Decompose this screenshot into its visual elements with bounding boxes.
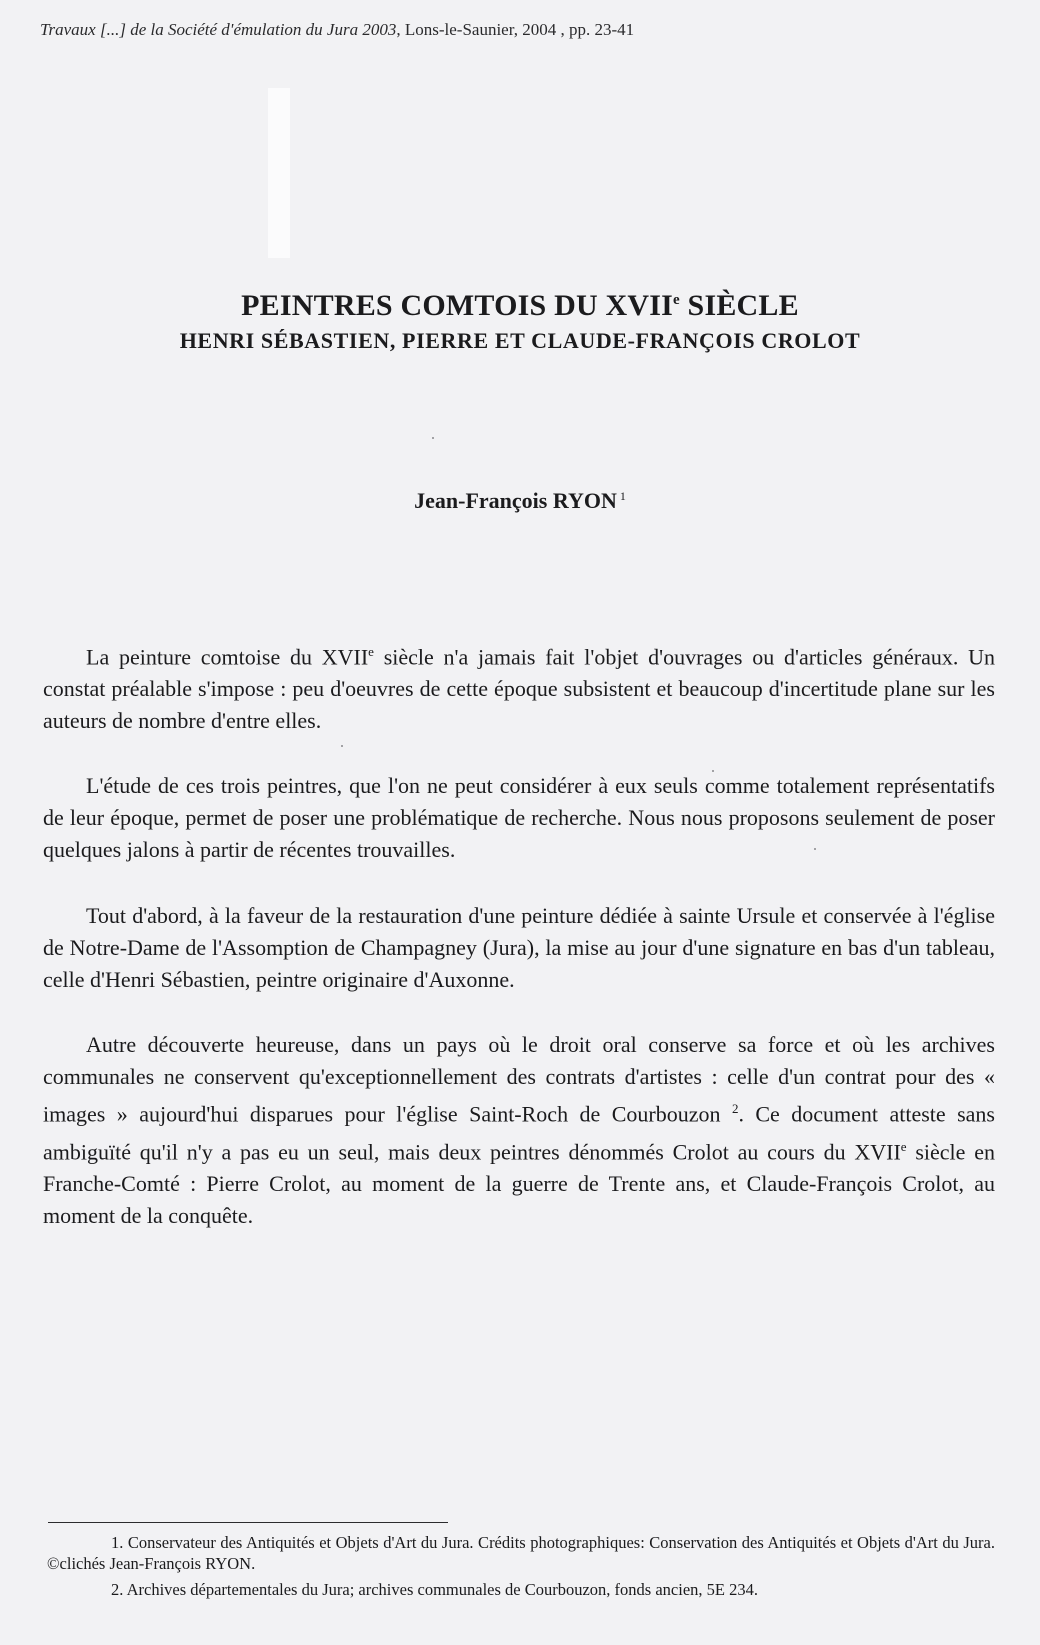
author-line [0, 488, 1040, 514]
paragraph-4-text-mid: . Ce document atteste sans ambiguïté qu'il n'y a pas eu un seul, mais deux peintres dénommés Crolot au cours du XVII [43, 1101, 995, 1164]
paragraph-4-text: Autre découverte heureuse, dans un pays où le droit oral conserve sa force et où les archives communales ne conservent qu'exceptionnellement des contrats d'artistes : celle d'un contrat pour des « images » aujourd'hui disparues pour l'église Saint-Roch de Courbouzon [43, 1032, 995, 1127]
article-title [0, 282, 1040, 324]
footnote-1: 1. Conservateur des Antiquités et Objets d'Art du Jura. Crédits photographiques: Conservation des Antiquités et Objets d'Art du Jura. ©clichés Jean-François RYON. [47, 1533, 995, 1573]
body-text [43, 636, 995, 1265]
paragraph-4 [43, 1029, 995, 1232]
paragraph-1-superscript: e [368, 644, 374, 659]
paragraph-1 [43, 636, 995, 737]
scan-speck [712, 770, 714, 772]
scan-speck [432, 437, 434, 439]
footnote-2: 2. Archives départementales du Jura; archives communales de Courbouzon, fonds ancien, 5E 234. [111, 1580, 758, 1599]
paragraph-3: Tout d'abord, à la faveur de la restauration d'une peinture dédiée à sainte Ursule et conservée à l'église de Notre-Dame de l'Assomption de Champagney (Jura), la mise au jour d'une signature en bas d'un tableau, celle d'Henri Sébastien, peintre originaire d'Auxonne. [43, 903, 995, 993]
article-title-text: PEINTRES COMTOIS DU XVII [241, 289, 673, 322]
article-subtitle: HENRI SÉBASTIEN, PIERRE ET CLAUDE-FRANÇOIS CROLOT [179, 328, 861, 353]
scan-speck [814, 848, 816, 850]
paragraph-1-text-end: siècle n'a jamais fait l'objet d'ouvrages ou d'articles généraux. Un constat préalable s'impose : peu d'oeuvres de cette époque subsistent et beaucoup d'incertitude plane sur les auteurs de nombre d'entre elles. [43, 644, 995, 734]
paragraph-4-text-end: siècle en Franche-Comté : Pierre Crolot, au moment de la guerre de Trente ans, et Claude-François Crolot, au moment de la conquête. [43, 1138, 995, 1228]
scan-artifact [268, 88, 290, 258]
article-title-superscript: e [673, 292, 680, 308]
footnotes [47, 1532, 995, 1605]
paragraph-4-superscript: e [900, 1138, 907, 1154]
article-title-text-end: SIÈCLE [679, 289, 799, 322]
footnote-rule [48, 1522, 448, 1523]
running-head-journal: Travaux [...] de la Société d'émulation du Jura 2003 [40, 20, 397, 39]
paragraph-1-text: La peinture comtoise du XVII [86, 644, 369, 670]
running-head [40, 20, 634, 40]
author-name: Jean-François RYON [414, 488, 617, 513]
title-block [0, 282, 1040, 356]
author-note-ref: 1 [619, 488, 626, 503]
paragraph-4-note-ref: 2 [731, 1101, 739, 1117]
paragraph-2: L'étude de ces trois peintres, que l'on ne peut considérer à eux seuls comme totalement représentatifs de leur époque, permet de poser une problématique de recherche. Nous nous proposons seulement de poser quelques jalons à partir de récentes trouvailles. [43, 773, 995, 863]
running-head-place-pages: , Lons-le-Saunier, 2004 , pp. 23-41 [396, 20, 635, 39]
scan-speck [341, 745, 343, 747]
